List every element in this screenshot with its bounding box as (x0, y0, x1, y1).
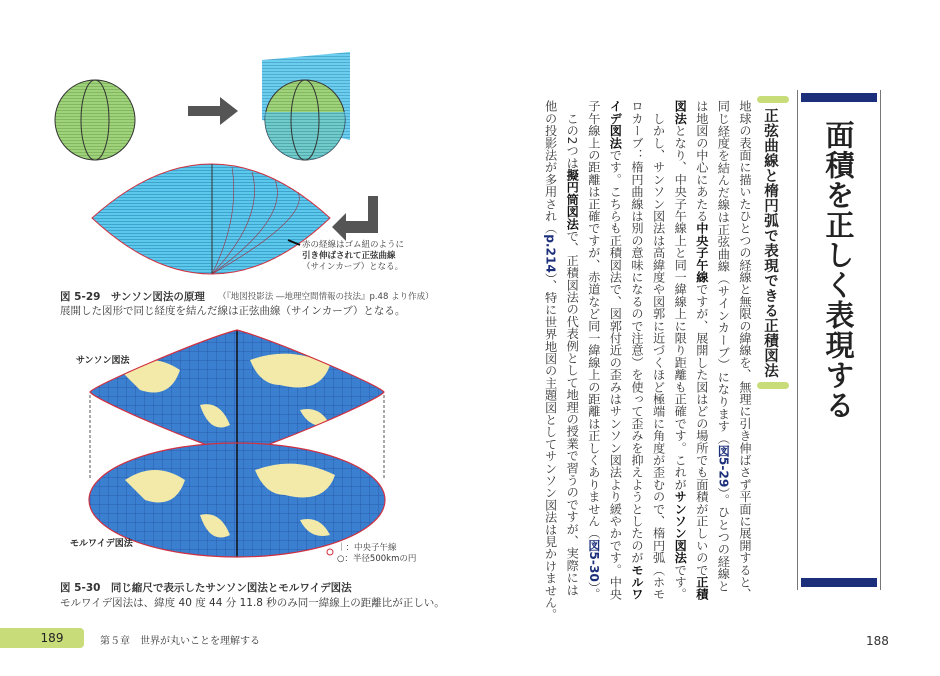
text-segment: となり、中央子午線上と同一緯線上に限り距離も正確です。これが (673, 124, 688, 491)
arrow-right-icon (188, 97, 238, 125)
subheading-marker-top (757, 96, 789, 103)
figure-reference: 図5-29 (716, 444, 731, 488)
subheading-marker-bottom (757, 382, 789, 389)
text-segment: サンソン図法 (673, 490, 688, 564)
text-column (692, 100, 712, 601)
circle-legend-icon (327, 549, 333, 555)
label-sanson: サンソン図法 (76, 356, 130, 366)
text-segment: しかし、サンソン図法は高緯度や図郭に近づくほど極端に角度が歪むので、楕円弧（ホモ (651, 100, 666, 601)
text-column (605, 100, 625, 601)
globe-with-cylinder-icon (262, 52, 350, 160)
globe-icon (55, 80, 135, 160)
page-number-left: 189 (0, 628, 84, 648)
page-number-right: 188 (866, 634, 889, 648)
text-column (627, 100, 647, 601)
text-segment: 地球の表面に描いたひとつの経線と無限の緯線を、無理に引き伸ばさず平面に展開すると、 (738, 100, 752, 601)
text-segment: ロカーブ：楕円曲線は別の意味になるので注意）を使って歪みを抑えようとしたのが (630, 100, 644, 564)
text-column (541, 100, 561, 621)
text-column (713, 100, 733, 592)
text-segment: 他の投影法が多用され（ (543, 100, 558, 235)
fig29-source: （『地図投影法 ―地理空間情報の技法』p.48 より作成） (218, 292, 434, 302)
arrow-down-left-icon (332, 196, 378, 241)
label-mollweide: モルワイデ図法 (70, 539, 133, 549)
text-segment: 中央子午線 (694, 222, 709, 283)
text-column (649, 100, 669, 601)
text-column (670, 100, 690, 601)
sinusoidal-development (92, 164, 330, 274)
text-segment: ）。ひとつの経線と (716, 487, 731, 593)
text-segment: 正積 (694, 575, 709, 601)
fig29-annotation: 赤の経線はゴム紐のように 引き伸ばされて正弦曲線 （サインカーブ）となる。 (302, 240, 405, 272)
text-segment: イデ図法 (608, 100, 623, 149)
text-column (562, 100, 582, 596)
text-segment: この2つは (565, 100, 580, 169)
text-column (735, 100, 755, 601)
fig30-title: 図 5-30 同じ縮尺で表示したサンソン図法とモルワイデ図法 (60, 582, 352, 594)
figure-reference: p.214 (543, 234, 558, 273)
fig29-description: 展開した図形で同じ経度を結んだ線は正弦曲線（サインカーブ）となる。 (60, 305, 406, 317)
fig29-title: 図 5-29 サンソン図法の原理 (60, 291, 205, 303)
text-segment: ）。 (586, 581, 601, 601)
text-segment: です。 (673, 563, 688, 601)
text-segment: モルワ (630, 563, 644, 601)
subheading: 正弦曲線と楕円弧で表現できる正積図法 (762, 108, 778, 378)
figure-reference: 図5-30 (586, 539, 601, 582)
chapter-title: 第５章 世界が丸いことを理解する (100, 636, 260, 647)
sanson-map (88, 328, 388, 458)
fig30-legend: ｜：中央子午線 ○：半径500kmの円 (337, 543, 417, 564)
mollweide-map (88, 440, 388, 560)
text-segment: 子午線上の距離は正確ですが、赤道など同一緯線上の距離は正しくありません（ (586, 100, 601, 540)
text-segment: ）、特に世界地図の主題図としてサンソン図法は見かけません。 (543, 273, 558, 621)
text-segment: です。こちらも正積図法で、図郭付近の歪みはサンソン図法より緩やかです。中央 (608, 148, 623, 601)
section-title: 面積を正しく表現する (821, 120, 856, 420)
text-segment: 擬円筒図法 (565, 168, 580, 230)
text-segment: は地図の中心にあたる (694, 100, 709, 222)
text-segment: で、正積図法の代表例として地理の授業で習うのですが、実際には (565, 229, 580, 596)
text-segment: ですが、展開した図はどの場所でも面積が正しいので (694, 283, 709, 576)
fig30-description: モルワイデ図法は、緯度 40 度 44 分 11.8 秒のみ同一緯線上の距離比が正しい。 (60, 597, 445, 609)
text-segment: 同じ経度を結んだ線は正弦曲線（サインカーブ）になります（ (716, 100, 731, 445)
text-column (584, 100, 604, 601)
section-title-box (797, 90, 881, 590)
text-segment: 図法 (673, 100, 688, 125)
